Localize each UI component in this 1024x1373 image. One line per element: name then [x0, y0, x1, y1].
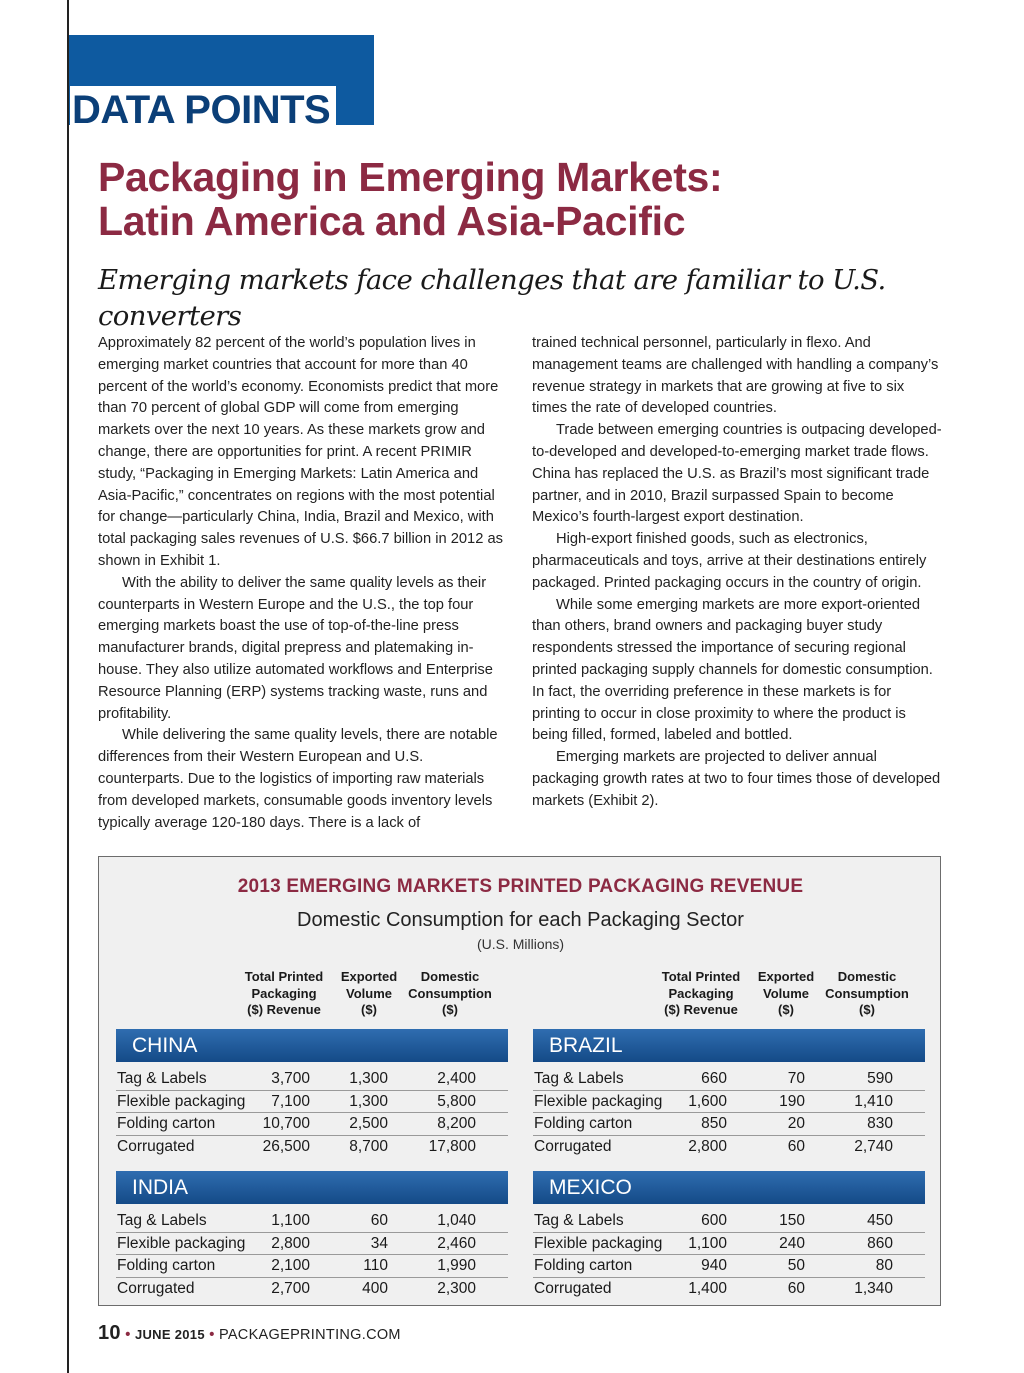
- page-number: 10: [98, 1322, 121, 1344]
- paragraph: Emerging markets are projected to deliver annual packaging growth rates at two to four times those of developed markets (Exhibit 2).: [532, 749, 941, 809]
- cell-exported: 190: [779, 1092, 805, 1110]
- country-rows: [533, 1210, 925, 1299]
- paragraph: While some emerging markets are more export-oriented than others, brand owners and packaging buyer study respondents stressed the importance of securing regional printed packaging supply channels for domestic consumption. In fact, the overriding preference in these markets is for printing to occur in close proximity to where the product is being filled, formed, labeled and bottled.: [532, 596, 933, 744]
- cell-revenue: 2,800: [688, 1137, 727, 1155]
- column-header-line: ($): [859, 1002, 875, 1017]
- cell-exported: 34: [370, 1234, 388, 1252]
- row-label: Folding carton: [534, 1257, 633, 1275]
- cell-revenue: 660: [701, 1070, 727, 1087]
- cell-exported: 70: [787, 1070, 805, 1087]
- table-row: [116, 1091, 508, 1114]
- column-header-line: Total Printed: [244, 969, 324, 984]
- cell-exported: 2,500: [349, 1115, 388, 1133]
- footer-separator: •: [125, 1327, 131, 1343]
- table-row: [116, 1136, 508, 1158]
- table-row: [533, 1068, 925, 1091]
- cell-domestic: 8,200: [437, 1115, 476, 1133]
- cell-domestic: 450: [867, 1212, 893, 1229]
- cell-domestic: 17,800: [428, 1137, 476, 1155]
- cell-domestic: 5,800: [437, 1092, 476, 1110]
- table-row: [533, 1136, 925, 1158]
- exhibit-units: (U.S. Millions): [476, 936, 565, 952]
- table-row: [533, 1278, 925, 1300]
- column-header-exported: [751, 969, 821, 1021]
- paragraph: With the ability to deliver the same quality levels as their counterparts in Western Europe and the U.S., the top four emerging markets boast the use of top-of-the-line press manufacturer brands, digital prepress and platemaking in-house. They also utilize automated workflows and Enterprise Resource Planning (ERP) systems tracking waste, runs and profitability.: [98, 574, 493, 722]
- cell-exported: 240: [779, 1234, 805, 1252]
- row-label: Folding carton: [534, 1115, 633, 1133]
- site-url: PACKAGEPRINTING.COM: [218, 1327, 401, 1343]
- cell-revenue: 2,800: [271, 1234, 310, 1252]
- table-row: [116, 1068, 508, 1091]
- page-footer: [98, 1322, 401, 1346]
- cell-exported: 400: [362, 1279, 388, 1297]
- cell-exported: 1,300: [349, 1092, 388, 1110]
- table-row: [116, 1210, 508, 1233]
- country-header-bar: INDIA: [116, 1171, 508, 1204]
- exhibit-box: [98, 856, 941, 1306]
- cell-exported: 1,300: [349, 1070, 388, 1087]
- table-row: [116, 1233, 508, 1256]
- cell-domestic: 590: [867, 1070, 893, 1087]
- column-header-line: ($) Revenue: [664, 1002, 738, 1017]
- column-header-exported: [334, 969, 404, 1021]
- cell-revenue: 1,100: [271, 1212, 310, 1229]
- row-label: Corrugated: [117, 1137, 195, 1155]
- column-header-line: Exported: [757, 969, 815, 984]
- paragraph: Trade between emerging countries is outpacing developed-to-developed and developed-to-emerging market trade flows. China has replaced the U.S. as Brazil’s most significant trade partner, and in 2010, Brazil surpassed Spain to become Mexico’s fourth-largest export destination.: [532, 422, 942, 526]
- row-label: Tag & Labels: [117, 1070, 207, 1087]
- column-header-revenue: [649, 969, 753, 1021]
- country-header-bar: CHINA: [116, 1029, 508, 1062]
- column-header-line: Packaging: [251, 985, 317, 1001]
- row-label: Flexible packaging: [534, 1234, 663, 1252]
- row-label: Folding carton: [117, 1257, 216, 1275]
- headline-line-1: Packaging in Emerging Markets:: [98, 154, 723, 200]
- column-header-line: Volume: [346, 985, 392, 1001]
- cell-domestic: 830: [867, 1115, 893, 1133]
- exhibit-subtitle: Domestic Consumption for each Packaging Sector: [297, 909, 744, 931]
- table-row: [533, 1091, 925, 1114]
- cell-exported: 50: [787, 1257, 805, 1275]
- cell-revenue: 10,700: [262, 1115, 310, 1133]
- row-label: Flexible packaging: [117, 1234, 246, 1252]
- cell-revenue: 26,500: [262, 1137, 310, 1155]
- cell-revenue: 850: [701, 1115, 727, 1133]
- country-header-bar: BRAZIL: [533, 1029, 925, 1062]
- table-row: [116, 1255, 508, 1278]
- cell-revenue: 600: [701, 1212, 727, 1229]
- cell-exported: 60: [787, 1137, 805, 1155]
- footer-separator: •: [209, 1327, 215, 1343]
- column-header-domestic: [404, 969, 496, 1021]
- cell-domestic: 80: [875, 1257, 893, 1275]
- cell-exported: 60: [370, 1212, 388, 1229]
- column-header-line: Consumption: [408, 985, 492, 1001]
- article-headline: [98, 155, 958, 243]
- issue-date: JUNE 2015: [134, 1327, 205, 1342]
- paragraph: While delivering the same quality levels, there are notable differences from their Western European and U.S. counterparts. Due to the logistics of importing raw materials from developed markets, consumable goods inventory levels typically average 120-180 days. There is a lack of: [98, 727, 498, 831]
- cell-revenue: 7,100: [271, 1092, 310, 1110]
- cell-revenue: 2,100: [271, 1257, 310, 1275]
- exhibit-title: 2013 EMERGING MARKETS PRINTED PACKAGING REVENUE: [237, 876, 804, 897]
- column-header-line: Exported: [340, 969, 398, 984]
- column-header-line: ($): [361, 1002, 377, 1017]
- row-label: Folding carton: [117, 1115, 216, 1133]
- cell-exported: 150: [779, 1212, 805, 1229]
- country-rows: [116, 1210, 508, 1299]
- cell-revenue: 3,700: [271, 1070, 310, 1087]
- row-label: Flexible packaging: [534, 1092, 663, 1110]
- cell-revenue: 940: [701, 1257, 727, 1275]
- column-header-line: Total Printed: [661, 969, 741, 984]
- cell-domestic: 1,340: [854, 1279, 893, 1297]
- cell-domestic: 860: [867, 1234, 893, 1252]
- cell-exported: 8,700: [349, 1137, 388, 1155]
- row-label: Corrugated: [117, 1279, 195, 1297]
- column-header-line: ($): [442, 1002, 458, 1017]
- cell-domestic: 2,300: [437, 1279, 476, 1297]
- headline-line-2: Latin America and Asia-Pacific: [98, 198, 686, 244]
- cell-domestic: 1,990: [437, 1257, 476, 1275]
- paragraph: trained technical personnel, particularly in flexo. And management teams are challenged with handling a company’s revenue strategy in markets that are growing at five to six times the rate of developed countries.: [532, 335, 939, 417]
- cell-domestic: 2,740: [854, 1137, 893, 1155]
- column-header-line: Domestic: [837, 969, 897, 984]
- cell-exported: 110: [363, 1257, 388, 1275]
- body-column-right: [532, 333, 942, 813]
- column-header-line: ($) Revenue: [247, 1002, 321, 1017]
- column-header-line: Volume: [763, 985, 809, 1001]
- section-label: DATA POINTS: [70, 86, 336, 134]
- body-column-left: [98, 333, 508, 834]
- cell-domestic: 1,410: [854, 1092, 893, 1110]
- cell-revenue: 1,600: [688, 1092, 727, 1110]
- table-row: [533, 1210, 925, 1233]
- cell-exported: 20: [787, 1115, 805, 1133]
- cell-exported: 60: [787, 1279, 805, 1297]
- page-margin-rule: [67, 0, 69, 1373]
- column-header-line: Domestic: [420, 969, 480, 984]
- column-header-line: Packaging: [668, 985, 734, 1001]
- column-header-line: Consumption: [825, 985, 909, 1001]
- paragraph: Approximately 82 percent of the world’s population lives in emerging market countries that account for more than 40 percent of the world’s economy. Economists predict that more than 70 percent of global GDP will come from emerging markets over the next 10 years. As these markets grow and change, there are opportunities for print. A recent PRIMIR study, “Packaging in Emerging Markets: Latin America and Asia-Pacific,” concentrates on regions with the most potential for change—particularly China, India, Brazil and Mexico, with total packaging sales revenues of U.S. $66.7 billion in 2012 as shown in Exhibit 1.: [98, 335, 503, 569]
- row-label: Corrugated: [534, 1279, 612, 1297]
- table-row: [533, 1233, 925, 1256]
- row-label: Tag & Labels: [117, 1212, 207, 1229]
- cell-domestic: 1,040: [437, 1212, 476, 1229]
- cell-domestic: 2,400: [437, 1070, 476, 1087]
- cell-revenue: 1,100: [688, 1234, 727, 1252]
- column-header-revenue: [232, 969, 336, 1021]
- row-label: Tag & Labels: [534, 1070, 624, 1087]
- table-row: [116, 1278, 508, 1300]
- table-row: [533, 1113, 925, 1136]
- paragraph: High-export finished goods, such as electronics, pharmaceuticals and toys, arrive at their destinations entirely packaged. Printed packaging occurs in the country of origin.: [532, 531, 927, 591]
- column-header-domestic: [821, 969, 913, 1021]
- article-deck: Emerging markets face challenges that are familiar to U.S. converters: [98, 264, 886, 332]
- country-header-bar: MEXICO: [533, 1171, 925, 1204]
- table-row: [116, 1113, 508, 1136]
- country-rows: [533, 1068, 925, 1157]
- row-label: Tag & Labels: [534, 1212, 624, 1229]
- table-row: [533, 1255, 925, 1278]
- row-label: Corrugated: [534, 1137, 612, 1155]
- cell-revenue: 2,700: [271, 1279, 310, 1297]
- row-label: Flexible packaging: [117, 1092, 246, 1110]
- cell-revenue: 1,400: [688, 1279, 727, 1297]
- column-header-line: ($): [778, 1002, 794, 1017]
- country-rows: [116, 1068, 508, 1157]
- cell-domestic: 2,460: [437, 1234, 476, 1252]
